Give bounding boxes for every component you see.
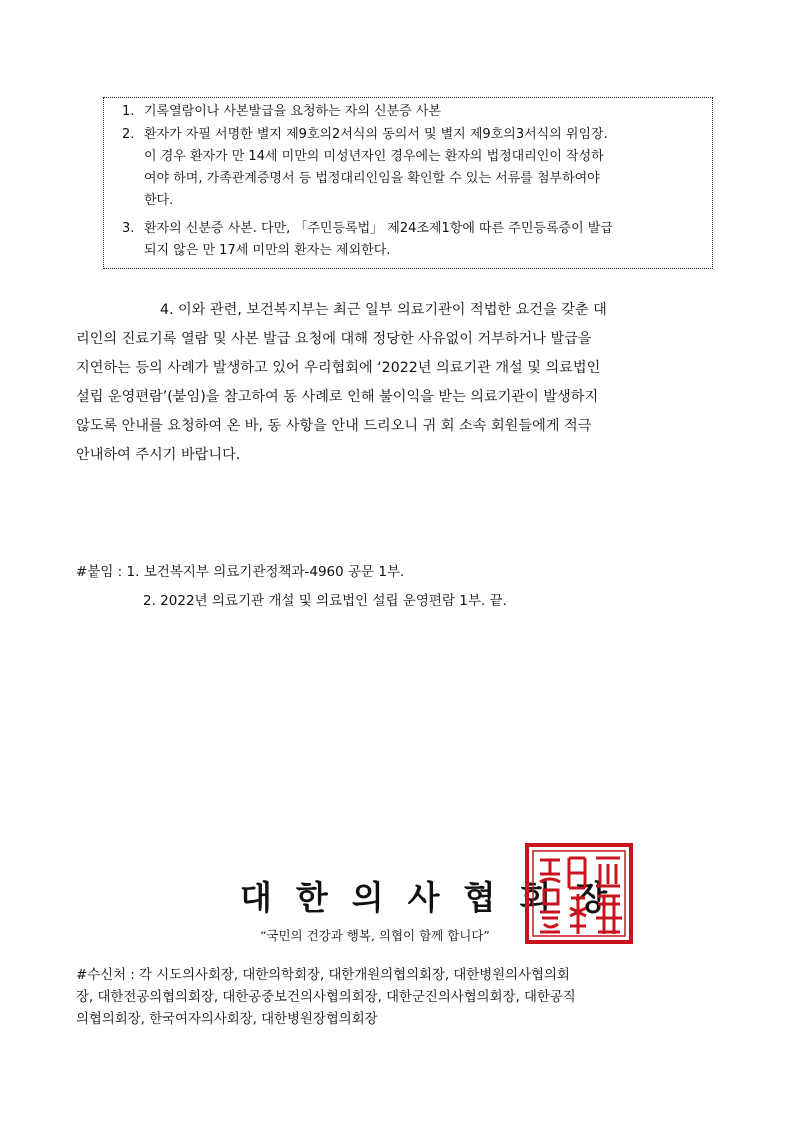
attachment-item: 2. 2022년 의료기관 개설 및 의료법인 설립 운영편람 1부. 끝.	[143, 593, 507, 609]
paragraph-line: 4. 이와 관련, 보건복지부는 최근 일부 의료기관이 적법한 요건을 갖춘 대	[160, 302, 607, 318]
requirement-line: 이 경우 환자가 만 14세 미만의 미성년자인 경우에는 환자의 법정대리인이 작성하	[144, 149, 604, 164]
paragraph-line: 않도록 안내를 요청하여 온 바, 동 사항을 안내 드리오니 귀 회 소속 회원들에게 적극	[76, 418, 592, 434]
official-seal-icon	[524, 842, 634, 945]
attachments-label: #붙임 :	[76, 564, 127, 580]
recipients-line: 의협의회장, 한국여자의사회장, 대한병원장협의회장	[76, 1012, 378, 1027]
recipients-line: 장, 대한전공의협의회장, 대한공중보건의사협의회장, 대한군진의사협의회장, 대한공직	[76, 990, 576, 1005]
sender-name: 대한의사협회장	[240, 878, 632, 917]
requirement-line: 되지 않은 만 17세 미만의 환자는 제외한다.	[144, 243, 391, 258]
paragraph-line: 지연하는 등의 사례가 발생하고 있어 우리협회에 ‘2022년 의료기관 개설 및 의료법인	[76, 360, 601, 376]
attachment-item: 1. 보건복지부 의료기관정책과-4960 공문 1부.	[126, 564, 405, 580]
paragraph-line: 안내하여 주시기 바랍니다.	[76, 447, 241, 463]
paragraph-line: 설립 운영편람’(붙임)을 참고하여 동 사례로 인해 불이익을 받는 의료기관이 발생하지	[76, 389, 599, 405]
requirement-line: 기록열람이나 사본발급을 요청하는 자의 신분증 사본	[144, 104, 441, 119]
requirement-number: 3.	[122, 221, 135, 236]
requirement-number: 1.	[122, 104, 135, 119]
requirement-line: 환자의 신분증 사본. 다만, 「주민등록법」 제24조제1항에 따른 주민등록증이 발급	[144, 221, 613, 236]
requirement-line: 한다.	[144, 193, 174, 208]
requirement-line: 환자가 자필 서명한 별지 제9호의2서식의 동의서 및 별지 제9호의3서식의 위임장.	[144, 127, 608, 142]
requirements-box	[103, 97, 713, 269]
slogan: “국민의 건강과 행복, 의협이 함께 합니다”	[260, 928, 490, 943]
requirement-number: 2.	[122, 127, 135, 142]
requirement-line: 여야 하며, 가족관계증명서 등 법정대리인임을 확인할 수 있는 서류를 첨부하여야	[144, 171, 600, 186]
recipients-line: #수신처 : 각 시도의사회장, 대한의학회장, 대한개원의협의회장, 대한병원의사협의회	[76, 968, 570, 983]
paragraph-line: 리인의 진료기록 열람 및 사본 발급 요청에 대해 정당한 사유없이 거부하거나 발급을	[76, 331, 592, 347]
attachment-line-1	[76, 560, 404, 580]
